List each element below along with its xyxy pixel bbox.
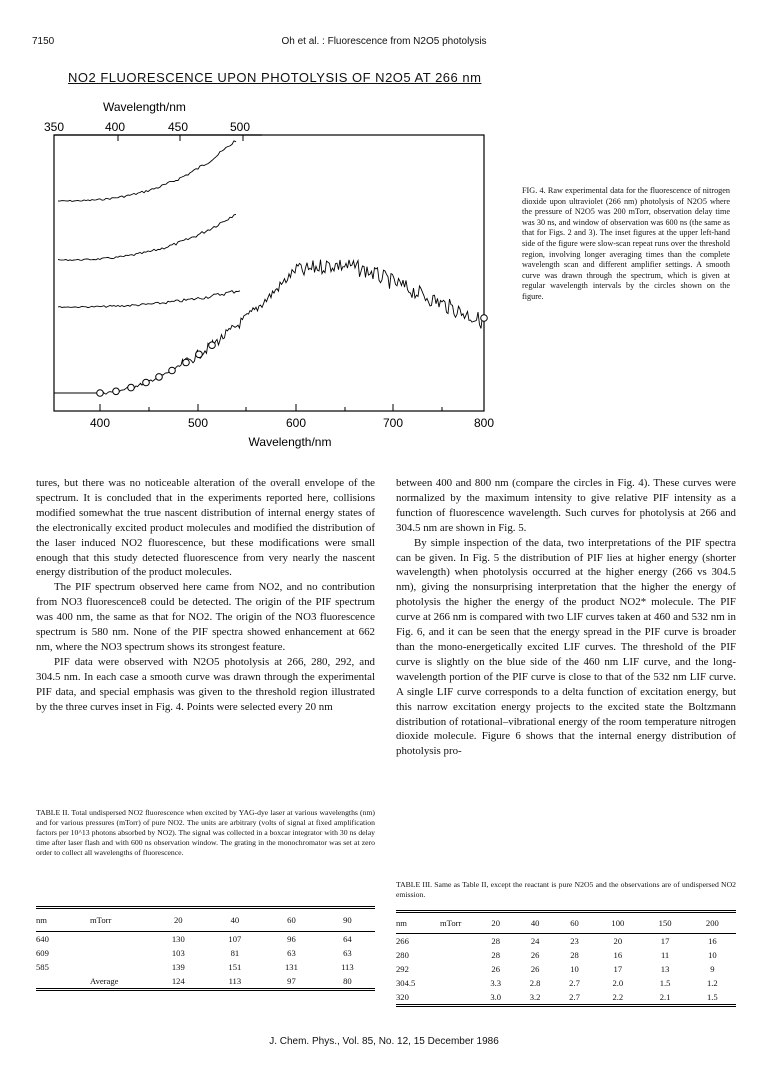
smooth-curve-circle bbox=[128, 384, 135, 391]
smooth-curve-circle bbox=[209, 342, 216, 349]
table-cell: 266 bbox=[396, 936, 409, 946]
table-cell: 3.2 bbox=[529, 992, 541, 1002]
table-cell: 10 bbox=[708, 950, 717, 960]
inset-tick-label: 350 bbox=[44, 120, 65, 134]
table-cell bbox=[90, 960, 150, 974]
table-cell: 97 bbox=[287, 976, 296, 986]
table-cell: 23 bbox=[570, 936, 579, 946]
smooth-curve-circle bbox=[183, 359, 190, 366]
smooth-curve-circle bbox=[143, 379, 150, 386]
table-header: 100 bbox=[594, 912, 641, 934]
table-cell: 113 bbox=[341, 962, 354, 972]
table-cell: 80 bbox=[343, 976, 352, 986]
table-cell: 16 bbox=[613, 950, 623, 960]
main-tick-label: 400 bbox=[89, 416, 111, 430]
inset-trace-3 bbox=[58, 291, 240, 308]
table-row bbox=[396, 962, 736, 976]
table-cell: 11 bbox=[660, 950, 670, 960]
table-cell: 130 bbox=[171, 934, 185, 944]
table-cell: 26 bbox=[530, 950, 540, 960]
table-cell bbox=[440, 990, 476, 1006]
smooth-curve-circle bbox=[156, 374, 163, 381]
table-cell: 13 bbox=[660, 964, 670, 974]
table-cell: 17 bbox=[613, 964, 623, 974]
table-header: mTorr bbox=[440, 912, 476, 934]
inset-tick-label: 500 bbox=[230, 120, 251, 134]
table-cell: 3.3 bbox=[490, 978, 502, 988]
table-cell: 1.2 bbox=[706, 978, 718, 988]
table-cell bbox=[440, 976, 476, 990]
paragraph: tures, but there was no noticeable alteration of the overall envelope of the spectrum. It is concluded that in the experiments reported here, collisions modified somewhat the true nascent distribution of internal energy states of the electronically excited product molecules and modified the distribution of the laser induced NO2 fluorescence, but these modifications were small enough that this study detected fluorescence from very nearly the nascent energy distribution of the product molecules. bbox=[36, 477, 375, 579]
table-cell: 9 bbox=[710, 964, 715, 974]
figure-caption: FIG. 4. Raw experimental data for the fluorescence of nitrogen dioxide upon ultraviolet (266 nm) photolysis of N2O5 where the pressure of N2O5 was 200 mTorr, observation delay time was 30 ns, and window of observation was 600 ns (the same as that for Figs. 2 and 3). The inset figures at the upper left-hand side of the figure were slow-scan repeat runs over the threshold region, involving longer averaging times than the complete wavelength scan and different amplifier settings. A smooth curve was drawn through the spectrum, which is given at regular wavelength intervals by the circles shown on the figure. bbox=[522, 186, 730, 301]
paragraph: PIF data were observed with N2O5 photolysis at 266, 280, 292, and 304.5 nm. In each case a smooth curve was drawn through the experimental PIF data, and special emphasis was given to the threshold region illustrated by the three curves inset in Fig. 4. Points were selected every 20 nm bbox=[36, 655, 375, 713]
main-tick-label: 700 bbox=[382, 416, 404, 430]
table-cell: 63 bbox=[287, 948, 296, 958]
table-header: 20 bbox=[150, 908, 207, 932]
table-cell: 28 bbox=[491, 950, 500, 960]
table-cell bbox=[440, 962, 476, 976]
table-cell: 2.7 bbox=[569, 978, 580, 988]
table-cell: 304.5 bbox=[396, 978, 416, 988]
table-3-caption: TABLE III. Same as Table II, except the reactant is pure N2O5 and the observations are of undispersed NO2 emission. bbox=[396, 880, 736, 899]
table-header: 20 bbox=[476, 912, 515, 934]
table-row bbox=[36, 932, 375, 947]
table-cell: 280 bbox=[396, 950, 409, 960]
table-cell: 2.8 bbox=[529, 978, 541, 988]
table-header: 90 bbox=[320, 908, 375, 932]
right-column bbox=[396, 476, 736, 759]
table-cell: Average bbox=[90, 976, 119, 986]
inset-trace-1 bbox=[58, 141, 236, 202]
table-cell: 320 bbox=[396, 992, 409, 1002]
table-cell: 2.2 bbox=[612, 992, 624, 1002]
main-tick-label: 500 bbox=[187, 416, 209, 430]
table-cell: 292 bbox=[396, 964, 409, 974]
table-row bbox=[396, 948, 736, 962]
table-row bbox=[396, 934, 736, 949]
table-cell bbox=[440, 934, 476, 949]
table-cell: 28 bbox=[491, 936, 500, 946]
table-cell: 139 bbox=[171, 962, 185, 972]
smooth-curve-circle bbox=[481, 315, 488, 322]
table-cell bbox=[90, 932, 150, 947]
table-cell: 96 bbox=[287, 934, 296, 944]
main-axis-label: Wavelength/nm bbox=[248, 435, 332, 449]
table-row bbox=[396, 990, 736, 1006]
table-cell: 124 bbox=[171, 976, 185, 986]
table-cell: 20 bbox=[613, 936, 623, 946]
table-cell: 131 bbox=[285, 962, 298, 972]
table-cell: 107 bbox=[228, 934, 242, 944]
table-header: 60 bbox=[263, 908, 320, 932]
table-row bbox=[396, 976, 736, 990]
table-cell: 10 bbox=[570, 964, 579, 974]
table-cell: 640 bbox=[36, 934, 49, 944]
main-tick-label: 600 bbox=[285, 416, 307, 430]
paragraph: The PIF spectrum observed here came from NO2, and no contribution from NO3 fluorescence8 could be detected. The origin of the PIF spectrum was 400 nm, the same as that for NO2. The origin of the NO3 fluorescence spectrum is 580 nm. None of the PIF spectra showed enhancement at 662 nm, where the NO3 spectrum shows its strongest feature. bbox=[36, 581, 375, 653]
journal-footer: J. Chem. Phys., Vol. 85, No. 12, 15 December 1986 bbox=[269, 1036, 499, 1047]
table-cell: 2.7 bbox=[569, 992, 580, 1002]
table-header: mTorr bbox=[90, 908, 150, 932]
table-cell: 1.5 bbox=[659, 978, 671, 988]
table-3 bbox=[396, 910, 736, 1007]
table-cell: 1.5 bbox=[706, 992, 718, 1002]
table-header: 200 bbox=[689, 912, 736, 934]
smooth-curve-circle bbox=[196, 351, 203, 358]
inset-tick-label: 450 bbox=[168, 120, 189, 134]
inset-axis-label: Wavelength/nm bbox=[103, 100, 186, 114]
smooth-curve-circle bbox=[169, 367, 176, 374]
smooth-curve-circle bbox=[113, 388, 120, 395]
table-cell: 63 bbox=[343, 948, 352, 958]
table-cell: 113 bbox=[228, 976, 242, 986]
table-cell: 2.1 bbox=[659, 992, 671, 1002]
table-cell bbox=[36, 974, 90, 990]
table-header: 40 bbox=[207, 908, 264, 932]
main-tick-label: 800 bbox=[473, 416, 495, 430]
table-cell: 28 bbox=[570, 950, 579, 960]
table-header: 60 bbox=[555, 912, 594, 934]
table-cell bbox=[440, 948, 476, 962]
table-cell: 2.0 bbox=[612, 978, 624, 988]
table-cell: 17 bbox=[660, 936, 670, 946]
table-header: 40 bbox=[515, 912, 554, 934]
smooth-curve-circle bbox=[97, 390, 104, 397]
table-cell: 24 bbox=[530, 936, 540, 946]
plot-frame bbox=[54, 135, 484, 411]
table-2 bbox=[36, 906, 375, 991]
table-cell: 609 bbox=[36, 948, 49, 958]
table-cell: 151 bbox=[228, 962, 242, 972]
paragraph: between 400 and 800 nm (compare the circles in Fig. 4). These curves were normalized by the maximum intensity to give relative PIF intensity as a function of fluorescence wavelength. Such curves for photolysis at 266 and 304.5 nm are shown in Fig. 5. bbox=[396, 477, 736, 534]
inset-tick-label: 400 bbox=[105, 120, 126, 134]
table-cell bbox=[90, 946, 150, 960]
left-column bbox=[36, 476, 375, 715]
running-head: Oh et al. : Fluorescence from N2O5 photolysis bbox=[281, 36, 487, 47]
table-header: 150 bbox=[641, 912, 688, 934]
table-row bbox=[36, 974, 375, 990]
table-row bbox=[36, 946, 375, 960]
table-header-row bbox=[36, 908, 375, 932]
table-cell: 81 bbox=[230, 948, 240, 958]
paragraph: By simple inspection of the data, two interpretations of the PIF spectra can be given. In Fig. 5 the distribution of PIF lies at higher energy (shorter wavelength) when photolysis occurred at the higher energy (266 vs 304.5 nm), giving the nonsurprising interpretation that the higher the energy of photolysis the higher the energy of the product NO2* molecule. The PIF curve at 266 nm is compared with two LIF curves taken at 460 and 532 nm in Fig. 6, and it can be seen that the energy spread in the PIF curve is broader than the mono-energetically excited LIF curves. The threshold of the PIF curve is slightly on the blue side of the 460 nm LIF curve, and the long-wavelength portion of the PIF curve is close to that of the 532 nm LIF curve. A single LIF curve corresponds to a delta function of excitation energy, but this narrow excitation energy projects to the excited state the Boltzmann distribution of rotational–vibrational energy of the room temperature nitrogen dioxide molecule. Figure 6 shows that the internal energy distribution of photolysis pro- bbox=[396, 536, 736, 758]
table-cell: 26 bbox=[491, 964, 500, 974]
inset-trace-2 bbox=[58, 214, 236, 260]
table-2-caption: TABLE II. Total undispersed NO2 fluorescence when excited by YAG-dye laser at various wavelengths (nm) and for various pressures (mTorr) of pure NO2. The units are arbitrary (volts of signal at fixed amplification factors per 10^13 photons absorbed by NO2). The signal was collected in a boxcar integrator with 30 ns delay time after laser flash and with 600 ns observation window. The grating in the monochromator was set at zero order to collect all wavelengths of fluorescence. bbox=[36, 808, 375, 857]
table-cell: 26 bbox=[530, 964, 540, 974]
table-cell: 585 bbox=[36, 962, 49, 972]
table-cell: 103 bbox=[171, 948, 185, 958]
page-number: 7150 bbox=[32, 36, 55, 47]
table-header: nm bbox=[396, 912, 440, 934]
table-cell: 64 bbox=[343, 934, 352, 944]
table-header: nm bbox=[36, 908, 90, 932]
table-cell: 16 bbox=[708, 936, 717, 946]
table-row bbox=[36, 960, 375, 974]
figure-title: NO2 FLUORESCENCE UPON PHOTOLYSIS OF N2O5 AT 266 nm bbox=[68, 70, 482, 85]
table-cell: 3.0 bbox=[490, 992, 502, 1002]
table-header-row bbox=[396, 912, 736, 934]
